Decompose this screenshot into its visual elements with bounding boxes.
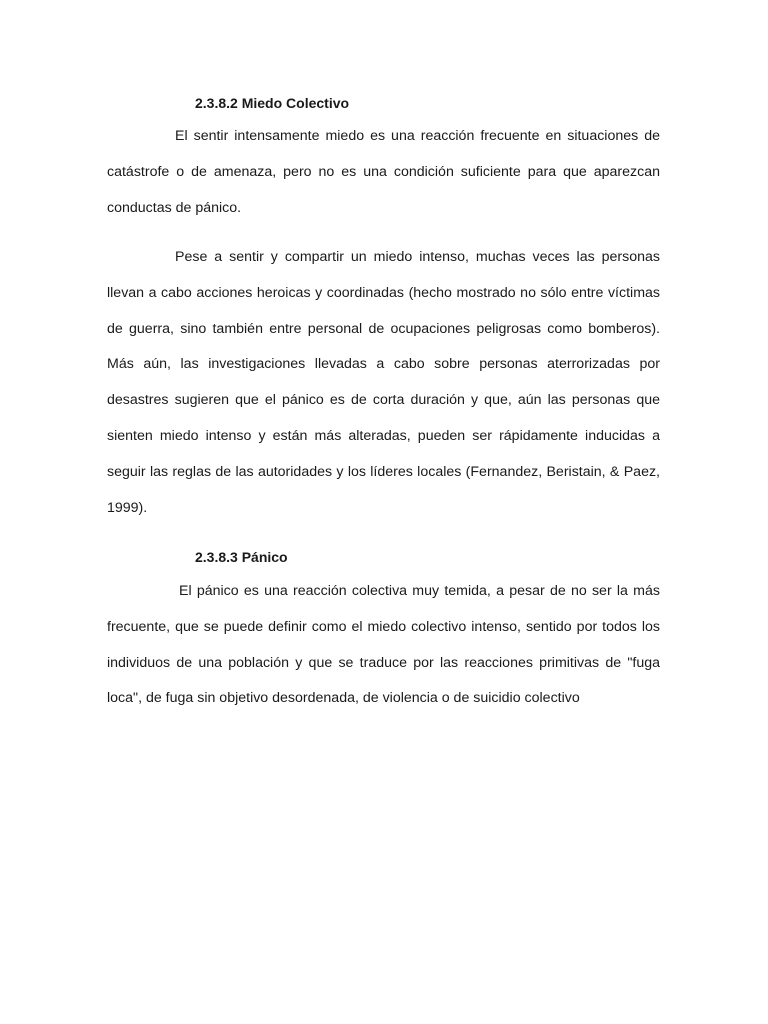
paragraph: Pese a sentir y compartir un miedo intenso, muchas veces las personas llevan a cabo acciones heroicas y coordinadas (hecho mostrado no sólo entre víctimas de guerra, sino también entre personal de ocupaciones peligrosas como bomberos). Más aún, las investigaciones llevadas a cabo sobre personas aterrorizadas por desastres sugieren que el pánico es de corta duración y que, aún las personas que sienten miedo intenso y están más alteradas, pueden ser rápidamente inducidas a seguir las reglas de las autoridades y los líderes locales (Fernandez, Beristain, & Paez, 1999). — [107, 249, 660, 516]
paragraph: El pánico es una reacción colectiva muy temida, a pesar de no ser la más frecuente, que se puede definir como el miedo colectivo intenso, sentido por todos los individuos de una población y que se traduce por las reacciones primitivas de "fuga loca", de fuga sin objetivo desordenada, de violencia o de suicidio colectivo — [107, 583, 660, 707]
paragraph: El sentir intensamente miedo es una reacción frecuente en situaciones de catástrofe o de amenaza, pero no es una condición suficiente para que aparezcan conductas de pánico. — [107, 128, 660, 216]
section-heading-miedo-colectivo: 2.3.8.2 Miedo Colectivo — [195, 95, 350, 111]
section-heading-panico: 2.3.8.3 Pánico — [195, 549, 288, 565]
